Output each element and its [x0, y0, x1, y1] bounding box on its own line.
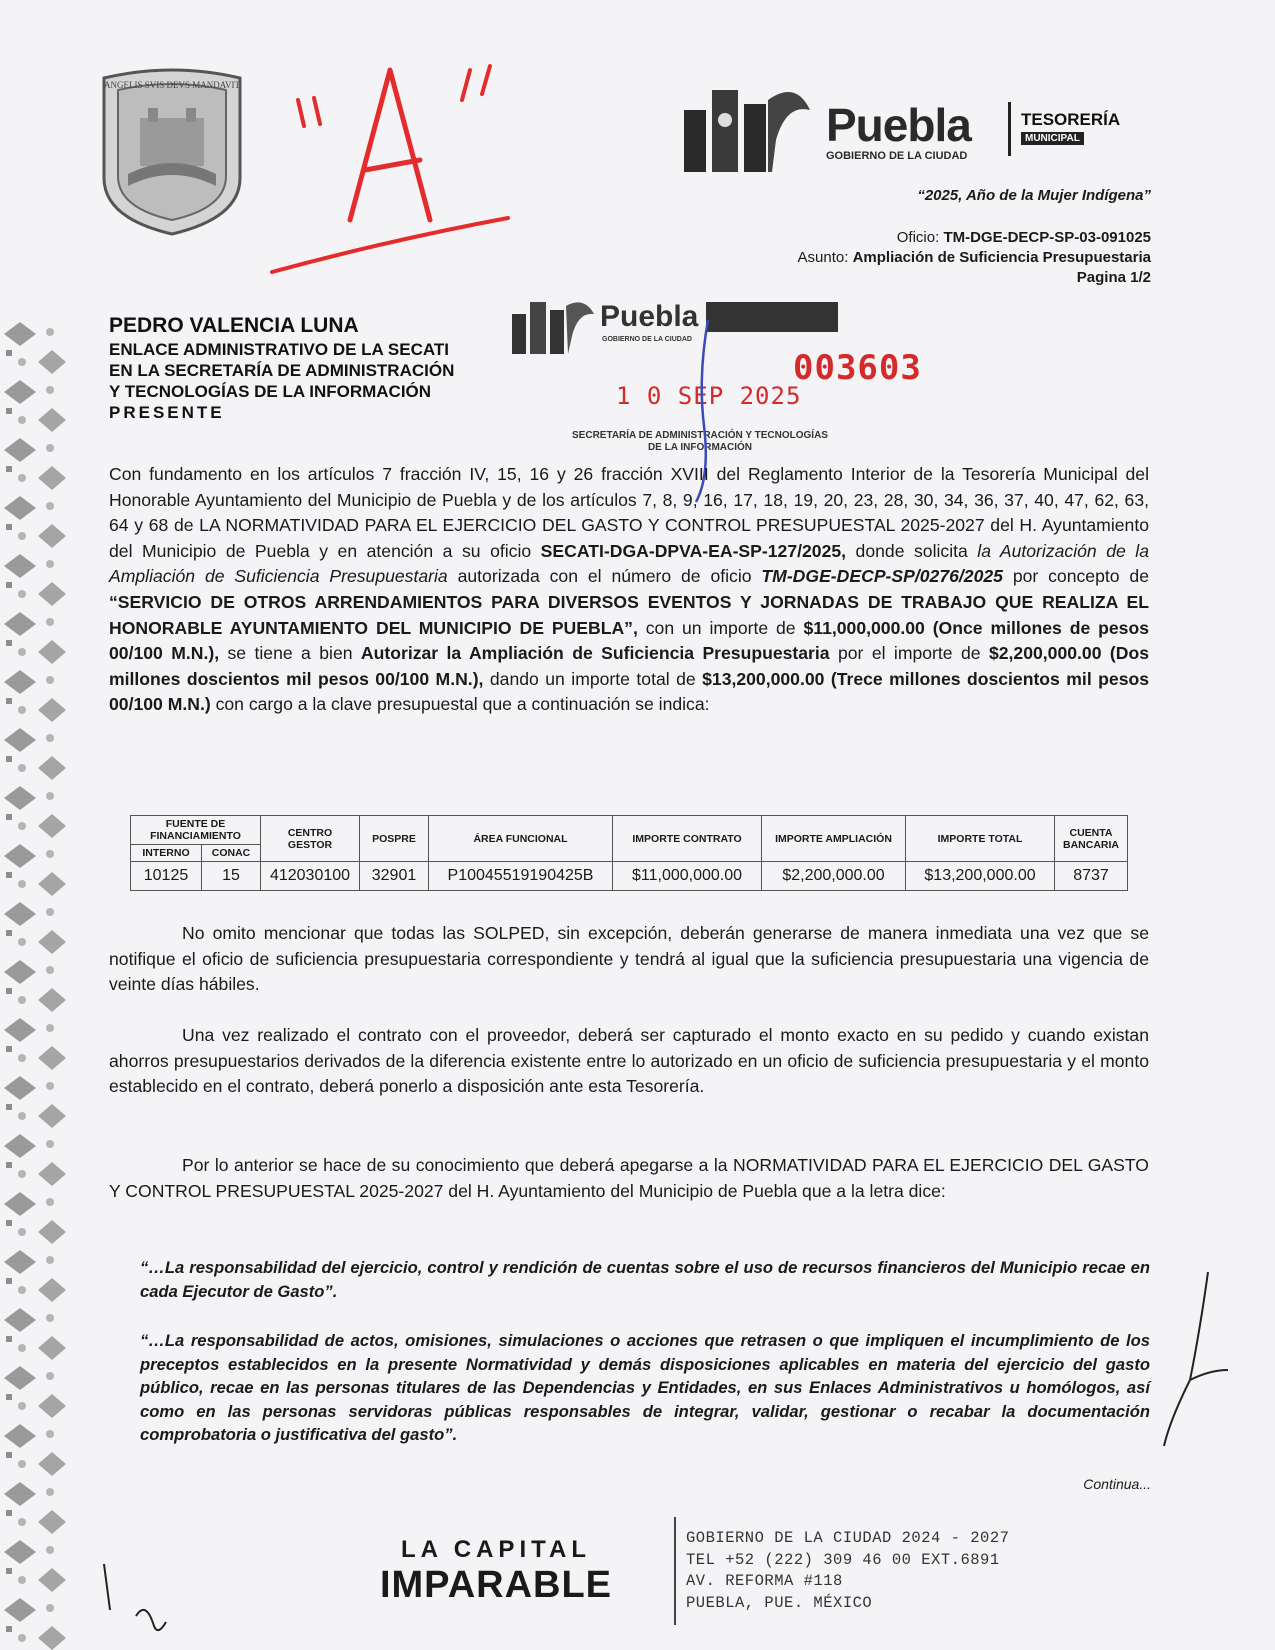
city-seal: [92, 68, 252, 238]
p1-text-a: Con fundamento en los artículos 7 fracción IV, 15, 16 y 26 fracción XVIII del Reglamento Interior de la Tesorería Municipal del Honorable Ayuntamiento del Municipio de Puebla y de los artículos 7, 8, 9, 16, 17, 18, 19, 20, 23, 28, 30, 34, 36, 37, 40, 47, 62, 63, 64 y 68 de LA NORMATIVIDAD PARA EL EJERCICIO DEL GASTO Y CONTROL PRESUPUESTAL 2025-2027 del H. Ayuntamiento del Municipio de Puebla y en atención a su oficio: [109, 464, 1149, 561]
footer-slogan: [350, 1536, 642, 1614]
p1-text-g: por concepto de: [1002, 566, 1149, 587]
th-fuente: FUENTE DE FINANCIAMIENTO: [131, 816, 261, 845]
addressee-name: PEDRO VALENCIA LUNA: [109, 314, 359, 337]
quote-responsabilidad-ejercicio: “…La responsabilidad del ejercicio, control y rendición de cuentas sobre el uso de recursos financieros del Municipio recae en cada Ejecutor de Gasto”.: [140, 1258, 1150, 1301]
brand-subtitle: GOBIERNO DE LA CIUDAD: [826, 150, 968, 162]
p1-request: la Autorización de la Ampliación de Suficiencia Presupuestaria: [109, 540, 1149, 587]
footer-addr-2: TEL +52 (222) 309 46 00 EXT.6891: [686, 1550, 1000, 1569]
cell-pospre: 32901: [360, 862, 429, 891]
th-conac: CONAC: [202, 845, 261, 862]
budget-table: [130, 815, 1128, 891]
footer-slogan-2: IMPARABLE: [379, 1564, 613, 1606]
paragraph-fundamento: [109, 462, 1149, 718]
p1-oficio-ref: SECATI-DGA-DPVA-EA-SP-127/2025,: [540, 540, 847, 561]
th-contrato: IMPORTE CONTRATO: [613, 816, 762, 862]
addressee-presente: PRESENTE: [109, 403, 225, 422]
stamp-text-1: SECRETARÍA DE ADMINISTRACIÓN Y TECNOLOGÍAS: [572, 430, 828, 441]
addressee-title-3: Y TECNOLOGÍAS DE LA INFORMACIÓN: [109, 382, 432, 401]
footer-slogan-1: LA CAPITAL: [401, 1536, 591, 1563]
th-total: IMPORTE TOTAL: [906, 816, 1055, 862]
oficio-label: Oficio:: [896, 229, 940, 246]
th-pospre: POSPRE: [360, 816, 429, 862]
oficio-value: TM-DGE-DECP-SP-03-091025: [943, 229, 1151, 246]
addressee-title-1: ENLACE ADMINISTRATIVO DE LA SECATI: [109, 340, 449, 359]
cell-interno: 10125: [131, 862, 202, 891]
footer-address: [686, 1528, 1009, 1614]
p1-total: $13,200,000.00 (Trece millones doscientos mil pesos 00/100 M.N.): [109, 668, 1150, 715]
paragraph-solped: No omito mencionar que todas las SOLPED, sin excepción, deberán generarse de manera inmediata una vez que se notifique el oficio de suficiencia presupuestaria correspondiente y tendrá al igual que la suficiencia presupuestaria una vigencia de veinte días hábiles.: [109, 923, 1149, 995]
brand-name: Puebla: [826, 99, 971, 151]
th-ampliacion: IMPORTE AMPLIACIÓN: [762, 816, 906, 862]
paragraph-normatividad: Por lo anterior se hace de su conocimiento que deberá apegarse a la NORMATIVIDAD PARA EL EJERCICIO DEL GASTO Y CONTROL PRESUPUESTAL 2025-2027 del H. Ayuntamiento del Municipio de Puebla que a la letra dice:: [109, 1155, 1149, 1201]
page-indicator: Pagina 1/2: [1076, 269, 1151, 286]
th-interno: INTERNO: [131, 845, 202, 862]
table-row: [131, 862, 1128, 891]
asunto-label: Asunto:: [797, 249, 849, 266]
p1-text-c: donde solicita: [846, 540, 978, 561]
continua-label: Continua...: [1083, 1476, 1151, 1492]
footer-divider: [674, 1517, 676, 1625]
cell-area: P10045519190425B: [429, 862, 613, 891]
p1-importe: $11,000,000.00 (Once millones de pesos 00/100 M.N.),: [109, 617, 1149, 664]
p1-text-q: con cargo a la clave presupuestal que a continuación se indica:: [210, 694, 710, 715]
stamp-brand-sub: GOBIERNO DE LA CIUDAD: [602, 336, 692, 343]
signature-scribble: [1160, 1270, 1230, 1450]
header-logo: [676, 80, 1146, 180]
stamp-folio: 003603: [793, 348, 922, 388]
p1-oficio-autorizado: TM-DGE-DECP-SP/0276/2025: [761, 566, 1003, 587]
quote-responsabilidad-actos: “…La responsabilidad de actos, omisiones, simulaciones o acciones que retrasen o que impliquen el incumplimiento de los preceptos establecidos en la presente Normatividad y demás disposiciones aplicables en materia del ejercicio del gasto público, recae en las personas titulares de las Dependencias y Entidades, en sus Enlaces Administrativos u homólogos, así como en las personas servidoras públicas responsables de integrar, validar, gestionar o recabar la documentación comprobatoria o justificativa del gasto”.: [140, 1331, 1150, 1444]
p1-autorizar: Autorizar la Ampliación de Suficiencia Presupuestaria: [360, 643, 830, 664]
p1-text-k: se tiene a bien: [219, 643, 361, 664]
stamp-brand: Puebla: [600, 300, 699, 333]
p1-text-e: autorizada con el número de oficio: [447, 566, 762, 587]
stamp-emblem-icon: [508, 296, 598, 356]
th-area: ÁREA FUNCIONAL: [429, 816, 613, 862]
p1-text-i: con un importe de: [637, 617, 804, 638]
cell-cuenta: 8737: [1055, 862, 1128, 891]
footer-addr-4: PUEBLA, PUE. MÉXICO: [686, 1593, 873, 1612]
year-motto: “2025, Año de la Mujer Indígena”: [917, 187, 1151, 204]
border-pattern: [0, 320, 72, 1650]
seal-motto: ANGELIS SVIS DEVS MANDAVIT: [103, 80, 241, 90]
cell-contrato: $11,000,000.00: [613, 862, 762, 891]
footer-addr-1: GOBIERNO DE LA CIUDAD 2024 - 2027: [686, 1529, 1010, 1547]
puebla-emblem-icon: [676, 80, 816, 180]
decorative-border: [0, 320, 72, 1650]
reception-stamp-logo: [508, 296, 848, 356]
initials-scribble: [96, 1560, 176, 1640]
p1-text-m: por el importe de: [829, 643, 989, 664]
cell-centro: 412030100: [261, 862, 360, 891]
cell-total: $13,200,000.00: [906, 862, 1055, 891]
asunto-value: Ampliación de Suficiencia Presupuestaria: [852, 249, 1151, 266]
addressee-block: [109, 313, 454, 424]
addressee-title-2: EN LA SECRETARÍA DE ADMINISTRACIÓN: [109, 361, 455, 380]
paragraph-contrato: Una vez realizado el contrato con el proveedor, deberá ser capturado el monto exacto en su pedido y cuando existan ahorros presupuestarios derivados de la diferencia existente entre lo autorizado en un oficio de suficiencia presupuestaria y el monto establecido en el contrato, deberá ponerlo a disposición ante esta Tesorería.: [109, 1025, 1149, 1097]
stamp-date: 1 0 SEP 2025: [616, 382, 802, 410]
stamp-text-2: DE LA INFORMACIÓN: [647, 442, 753, 453]
p1-concepto: “SERVICIO DE OTROS ARRENDAMIENTOS PARA DIVERSOS EVENTOS Y JORNADAS DE TRABAJO QUE REALIZA EL HONORABLE AYUNTAMIENTO DEL MUNICIPIO DE PUEBLA”,: [109, 591, 1149, 638]
department-line1: TESORERÍA: [1021, 110, 1121, 129]
p1-ampliacion: $2,200,000.00 (Dos millones doscientos mil pesos 00/100 M.N.),: [109, 643, 1149, 689]
th-centro: CENTRO GESTOR: [261, 816, 360, 862]
department-line2: MUNICIPAL: [1021, 132, 1084, 145]
cell-ampliacion: $2,200,000.00: [762, 862, 906, 891]
cell-conac: 15: [202, 862, 261, 891]
footer-addr-3: AV. REFORMA #118: [686, 1572, 843, 1590]
th-cuenta: CUENTA BANCARIA: [1055, 816, 1128, 862]
department-label: [1008, 102, 1147, 156]
document-meta: [798, 228, 1151, 288]
stamp-dark-box: [706, 302, 838, 332]
handwritten-a-mark: [270, 40, 520, 290]
p1-text-o: dando un importe total de: [483, 668, 703, 689]
